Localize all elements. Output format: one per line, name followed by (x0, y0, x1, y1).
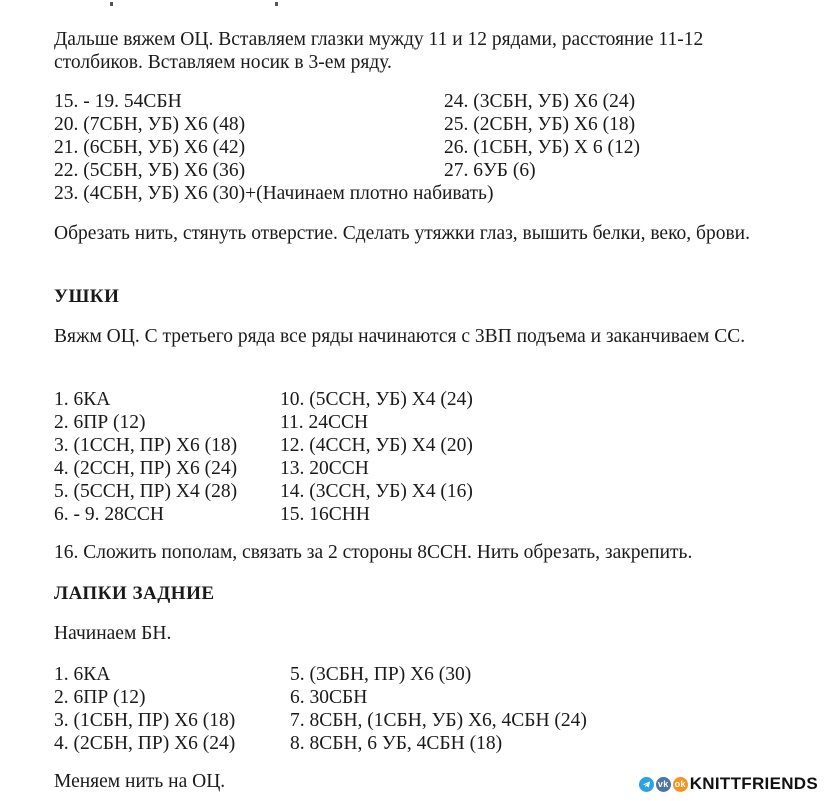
ears-row: 5. (5ССН, ПР) Х4 (28) (54, 481, 238, 502)
ears-rows-left (54, 388, 237, 526)
ears-row: 15. 16СНН (280, 504, 370, 525)
ears-row: 14. (3ССН, УБ) Х4 (16) (280, 481, 473, 502)
head-rows-right (444, 90, 640, 182)
ears-row: 11. 24ССН (280, 412, 369, 433)
head-row: 26. (1СБН, УБ) Х 6 (12) (444, 137, 640, 158)
paws-row: 6. 30СБН (290, 687, 368, 708)
paws-row: 8. 8СБН, 6 УБ, 4СБН (18) (290, 733, 503, 754)
paws-row: 4. (2СБН, ПР) Х6 (24) (54, 733, 236, 754)
head-row: 24. (3СБН, УБ) Х6 (24) (444, 91, 636, 112)
ears-row: 6. - 9. 28ССН (54, 504, 164, 525)
head-row: 27. 6УБ (6) (444, 160, 536, 181)
head-row: 15. - 19. 54СБН (54, 91, 182, 112)
ears-heading: УШКИ (54, 286, 120, 307)
paws-row: 1. 6КА (54, 664, 111, 685)
ears-rows-right (280, 388, 473, 526)
ears-intro: Вяжм ОЦ. С третьего ряда все ряды начинаются с 3ВП подъема и заканчиваем СС. (54, 326, 746, 347)
head-row: 25. (2СБН, УБ) Х6 (18) (444, 114, 636, 135)
paws-rows-right (290, 663, 587, 755)
head-row: 20. (7СБН, УБ) Х6 (48) (54, 114, 246, 135)
paws-rows-left (54, 663, 235, 755)
finish-head-paragraph: Обрезать нить, стянуть отверстие. Сделать утяжки глаз, вышить белки, веко, брови. (54, 223, 750, 244)
ears-row: 4. (2ССН, ПР) Х6 (24) (54, 458, 238, 479)
intro-paragraph: Дальше вяжем ОЦ. Вставляем глазки мужду 11 и 12 рядами, расстояние 11-12 столбиков. Вставляем носик в 3-ем ряду. (54, 29, 704, 73)
ears-row: 13. 20ССН (280, 458, 369, 479)
paws-row: 2. 6ПР (12) (54, 687, 146, 708)
ears-row: 3. (1ССН, ПР) Х6 (18) (54, 435, 238, 456)
top-scan-marks (110, 0, 280, 10)
paws-row: 7. 8СБН, (1СБН, УБ) Х6, 4СБН (24) (290, 710, 587, 731)
ears-final: 16. Сложить пополам, связать за 2 стороны 8ССН. Нить обрезать, закрепить. (54, 542, 693, 563)
head-rows-left (54, 90, 493, 205)
ears-row: 1. 6КА (54, 389, 111, 410)
paws-final: Меняем нить на ОЦ. (54, 771, 226, 792)
ears-row: 10. (5ССН, УБ) Х4 (24) (280, 389, 473, 410)
ears-row: 12. (4ССН, УБ) Х4 (20) (280, 435, 473, 456)
paws-row: 3. (1СБН, ПР) Х6 (18) (54, 710, 236, 731)
vk-icon: vk (656, 777, 671, 792)
watermark-text: KNITTFRIENDS (689, 774, 818, 793)
paws-row: 5. (3СБН, ПР) Х6 (30) (290, 664, 472, 685)
head-row: 22. (5СБН, УБ) Х6 (36) (54, 160, 246, 181)
head-row: 21. (6СБН, УБ) Х6 (42) (54, 137, 246, 158)
paws-intro: Начинаем БН. (54, 623, 172, 644)
ears-row: 2. 6ПР (12) (54, 412, 146, 433)
paws-heading: ЛАПКИ ЗАДНИЕ (54, 583, 215, 604)
ok-icon: ok (673, 777, 688, 792)
telegram-icon (639, 777, 654, 792)
watermark (639, 774, 818, 794)
head-row: 23. (4СБН, УБ) Х6 (30)+(Начинаем плотно набивать) (54, 183, 494, 204)
